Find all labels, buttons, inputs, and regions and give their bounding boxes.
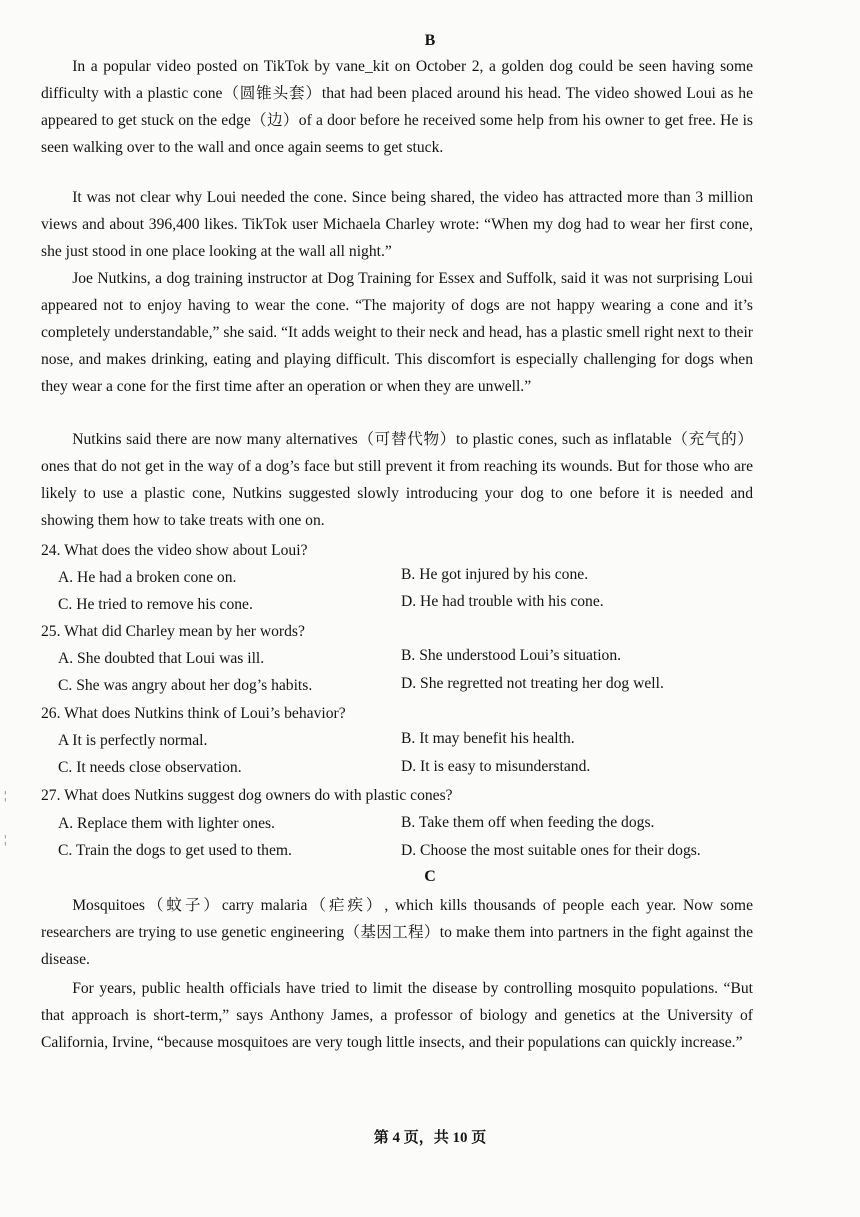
question-27-option-a: A. Replace them with lighter ones. (58, 815, 275, 832)
question-25-option-a: A. She doubted that Loui was ill. (58, 650, 265, 667)
question-26-option-c: C. It needs close observation. (58, 759, 242, 776)
question-27-stem: 27. What does Nutkins suggest dog owners do with plastic cones? (41, 787, 453, 804)
question-27-option-b: B. Take them off when feeding the dogs. (401, 814, 655, 831)
question-24-option-b: B. He got injured by his cone. (401, 566, 589, 583)
section-b-paragraph-3: Joe Nutkins, a dog training instructor at Dog Training for Essex and Suffolk, said it was not surprising Loui appeared not to enjoy having to wear the cone. “The majority of dogs are not happy wearing a cone and it’s completely understandable,” she said. “It adds weight to their neck and head, has a plastic smell right next to their nose, and makes drinking, eating and playing difficult. This discomfort is especially challenging for dogs when they wear a cone for the first time after an operation or when they are unwell.” (41, 270, 753, 395)
question-26-option-d: D. It is easy to misunderstand. (401, 758, 591, 775)
section-b-paragraph-4: Nutkins said there are now many alternatives（可替代物）to plastic cones, such as inflatable（充气的）ones that do not get in the way of a dog’s face but still prevent it from reaching its wounds. But for those who are likely to use a plastic cone, Nutkins suggested slowly introducing your dog to one before it is needed and showing them how to take treats with one on. (41, 431, 753, 529)
question-25-stem: 25. What did Charley mean by her words? (41, 623, 305, 640)
question-24-option-c: C. He tried to remove his cone. (58, 596, 253, 613)
section-c-paragraph-1: Mosquitoes（蚊子）carry malaria（疟疾）, which kills thousands of people each year. Now some researchers are trying to use genetic engineering（基因工程）to make them into partners in the fight against the disease. (41, 897, 753, 968)
question-26-stem: 26. What does Nutkins think of Loui’s behavior? (41, 705, 346, 722)
question-26-option-a: A It is perfectly normal. (58, 732, 208, 749)
question-25-option-d: D. She regretted not treating her dog well. (401, 675, 664, 692)
question-24-stem: 24. What does the video show about Loui? (41, 542, 308, 559)
question-25-option-c: C. She was angry about her dog’s habits. (58, 677, 313, 694)
section-b-heading: B (424, 32, 436, 49)
margin-mark: ¦ (4, 788, 7, 802)
question-24-option-a: A. He had a broken cone on. (58, 569, 237, 586)
page-footer: 第 4 页，共 10 页 (373, 1130, 487, 1146)
question-27-option-d: D. Choose the most suitable ones for their dogs. (401, 842, 701, 859)
question-25-option-b: B. She understood Loui’s situation. (401, 647, 622, 664)
margin-mark: ¦ (4, 832, 7, 846)
section-c-paragraph-2: For years, public health officials have tried to limit the disease by controlling mosquito populations. “But that approach is short-term,” says Anthony James, a professor of biology and genetics at the University of California, Irvine, “because mosquitoes are very tough little insects, and their populations can quickly increase.” (41, 980, 753, 1051)
question-26-option-b: B. It may benefit his health. (401, 730, 575, 747)
question-27-option-c: C. Train the dogs to get used to them. (58, 842, 292, 859)
section-b-paragraph-2: It was not clear why Loui needed the cone. Since being shared, the video has attracted more than 3 million views and about 396,400 likes. TikTok user Michaela Charley wrote: “When my dog had to wear her first cone, she just stood in one place looking at the wall all night.” (41, 189, 753, 260)
section-b-paragraph-1: In a popular video posted on TikTok by vane_kit on October 2, a golden dog could be seen having some difficulty with a plastic cone（圆锥头套）that had been placed around his head. The video showed Loui as he appeared to get stuck on the edge（边）of a door before he received some help from his owner to get free. He is seen walking over to the wall and once again seems to get stuck. (41, 58, 753, 156)
question-24-option-d: D. He had trouble with his cone. (401, 593, 604, 610)
section-c-heading: C (424, 868, 436, 885)
